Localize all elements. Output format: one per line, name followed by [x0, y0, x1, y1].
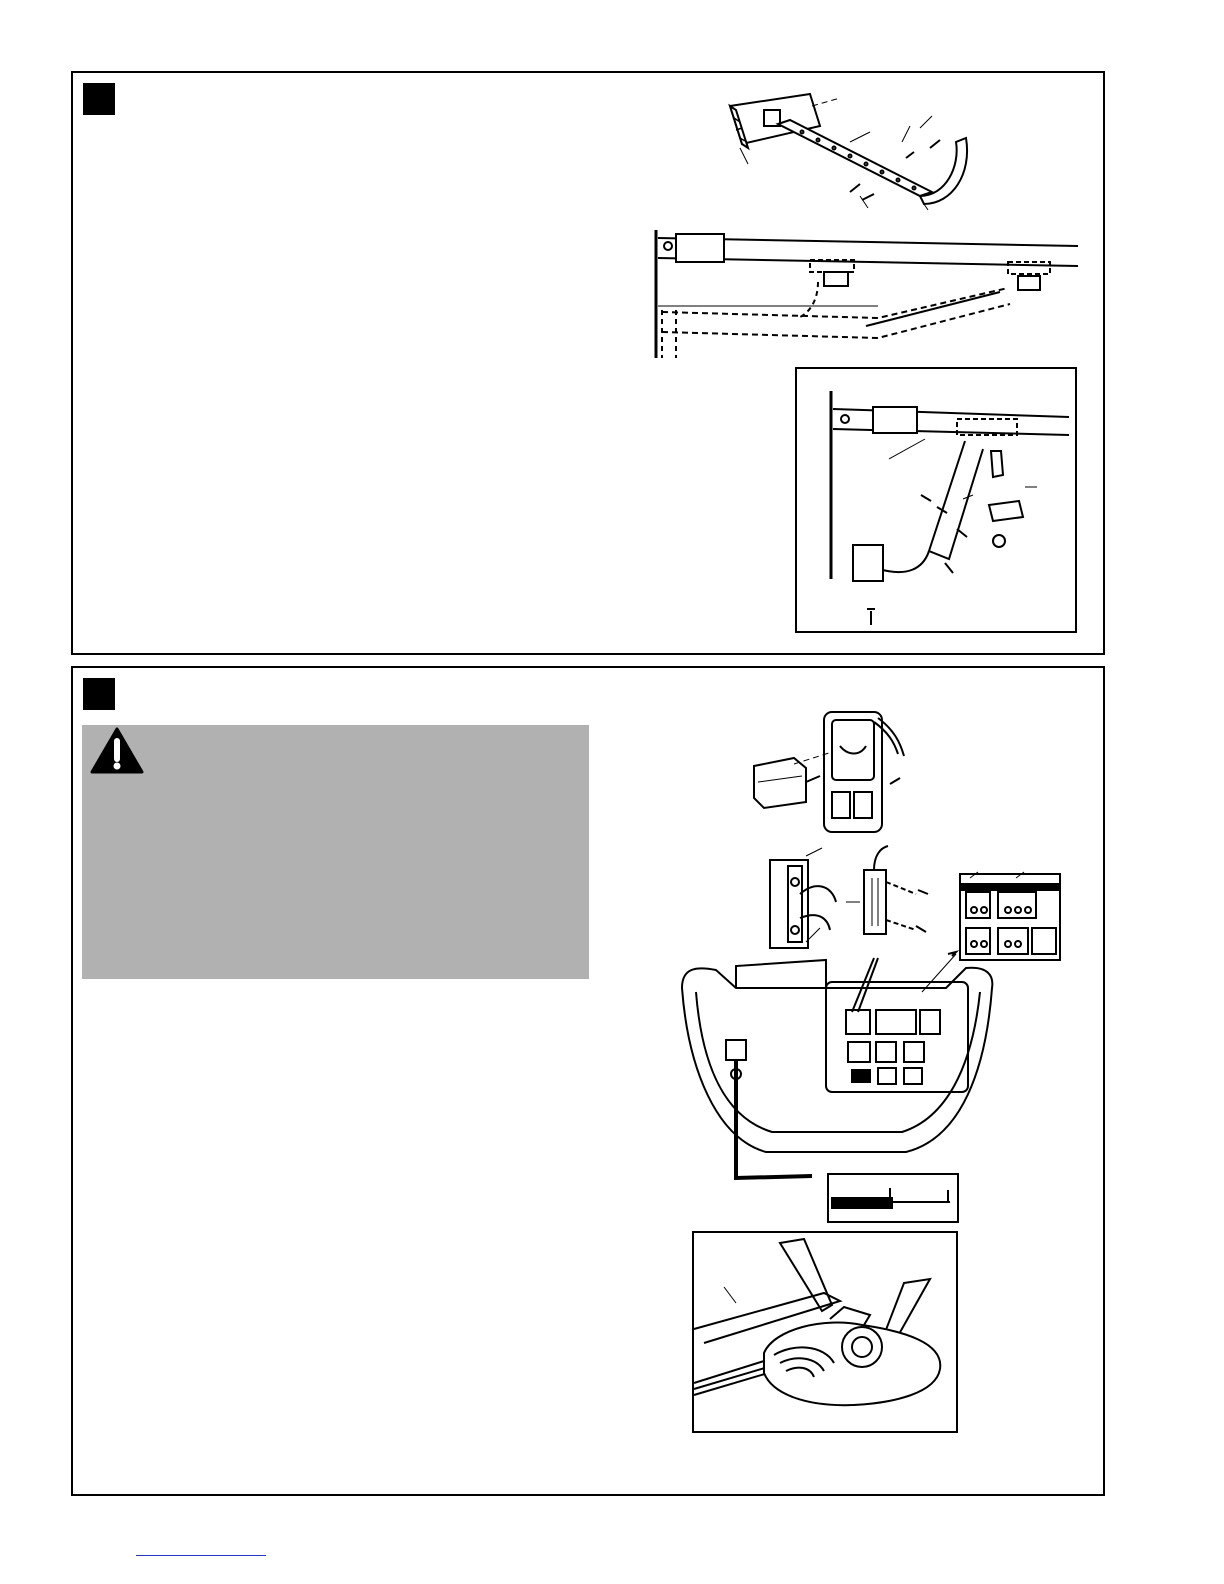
- door-arm-bracket-figure: [720, 86, 980, 216]
- opener-back-panel-figure: [676, 948, 1000, 1184]
- opener-hanging-inset: [692, 1231, 958, 1433]
- bottom-link-underline: [136, 1555, 266, 1556]
- arm-assembly-inset: [795, 367, 1077, 633]
- rail-trolley-position-figure: [648, 222, 1084, 362]
- push-button-wiring-figure: [766, 846, 946, 952]
- warning-triangle-icon: [90, 727, 144, 775]
- wall-control-mounting-figure: [748, 706, 918, 836]
- step-number-box: [83, 83, 115, 115]
- wire-strip-gauge-figure: [826, 1172, 960, 1224]
- step-number-box: [83, 678, 115, 710]
- warning-box: [82, 725, 589, 979]
- arm-assembly-inset-drawing: [797, 369, 1077, 633]
- opener-hanging-drawing: [694, 1233, 958, 1433]
